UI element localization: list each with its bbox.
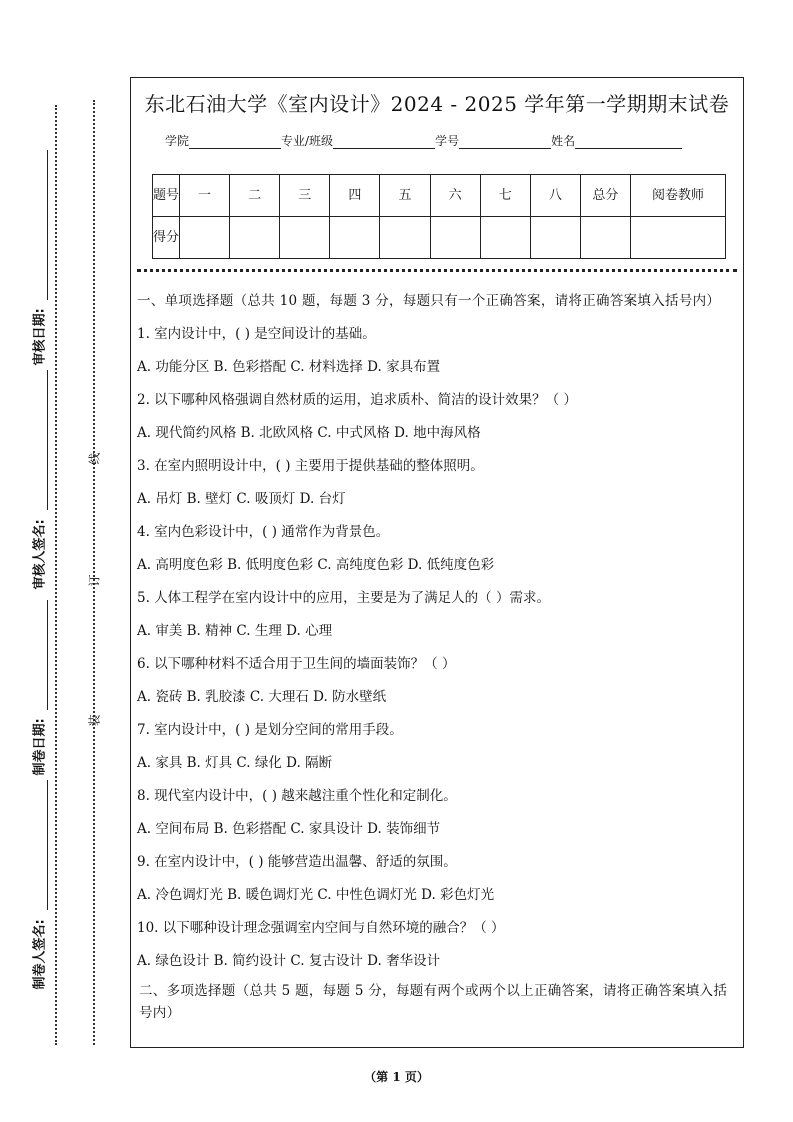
margin-line-4 (47, 780, 48, 910)
student-id-blank[interactable] (459, 134, 551, 149)
question-options: A. 功能分区 B. 色彩搭配 C. 材料选择 D. 家具布置 (137, 359, 441, 375)
bind-char-fold: 装 (87, 714, 102, 727)
score-cell[interactable] (480, 217, 530, 259)
score-col-8: 八 (530, 175, 580, 217)
score-cell[interactable] (230, 217, 280, 259)
exam-title: 东北石油大学《室内设计》2024 - 2025 学年第一学期期末试卷 (144, 92, 730, 116)
question-options: A. 现代简约风格 B. 北欧风格 C. 中式风格 D. 地中海风格 (137, 425, 481, 441)
score-col-2: 二 (230, 175, 280, 217)
prepared-date-label: 制卷日期: (32, 718, 48, 776)
binding-dotted-line (93, 100, 95, 1045)
student-id-label: 学号 (435, 134, 460, 148)
question: 5. 人体工程学在室内设计中的应用，主要是为了满足人的（ ）需求。 (137, 590, 550, 606)
question: 10. 以下哪种设计理念强调室内空间与自然环境的融合？（ ） (137, 920, 505, 936)
score-col-7: 七 (480, 175, 530, 217)
dotted-separator (137, 269, 737, 272)
student-info-row (165, 132, 682, 149)
major-class-blank[interactable] (333, 134, 435, 149)
name-label: 姓名 (551, 134, 576, 148)
score-cell[interactable] (430, 217, 480, 259)
question: 6. 以下哪种材料不适合用于卫生间的墙面装饰？（ ） (137, 656, 456, 672)
exam-frame (130, 77, 744, 1048)
question-options: A. 瓷砖 B. 乳胶漆 C. 大理石 D. 防水壁纸 (137, 689, 387, 705)
question-options: A. 冷色调灯光 B. 暖色调灯光 C. 中性色调灯光 D. 彩色灯光 (137, 887, 495, 903)
college-blank[interactable] (189, 134, 281, 149)
score-table (152, 174, 726, 259)
margin-dotted-line-1 (55, 105, 57, 1045)
score-cell[interactable] (580, 217, 630, 259)
score-col-1: 一 (180, 175, 230, 217)
question-options: A. 吊灯 B. 壁灯 C. 吸顶灯 D. 台灯 (137, 491, 346, 507)
bind-char-staple: 订 (87, 574, 102, 587)
score-col-5: 五 (380, 175, 430, 217)
score-col-6: 六 (430, 175, 480, 217)
question-number-header: 题号 (153, 175, 180, 217)
score-table-header-row (153, 175, 726, 217)
score-table-score-row (153, 217, 726, 259)
margin-line-2 (47, 370, 48, 510)
score-col-3: 三 (280, 175, 330, 217)
reviewer-signature-label: 审核人签名: (32, 519, 48, 590)
score-cell[interactable] (380, 217, 430, 259)
score-cell[interactable] (530, 217, 580, 259)
question: 2. 以下哪种风格强调自然材质的运用，追求质朴、简洁的设计效果？（ ） (137, 392, 577, 408)
section-2-heading: 二、多项选择题（总共 5 题，每题 5 分，每题有两个或两个以上正确答案，请将正确答案填入括号内） (139, 983, 728, 1021)
reviewer-cell[interactable] (631, 217, 726, 259)
question: 8. 现代室内设计中，( ) 越来越注重个性化和定制化。 (137, 788, 457, 804)
score-cell[interactable] (280, 217, 330, 259)
college-label: 学院 (165, 134, 190, 148)
question-options: A. 家具 B. 灯具 C. 绿化 D. 隔断 (137, 755, 333, 771)
question: 1. 室内设计中，( ) 是空间设计的基础。 (137, 326, 376, 342)
score-cell[interactable] (180, 217, 230, 259)
reviewed-date-label: 审核日期: (32, 308, 48, 366)
score-cell[interactable] (330, 217, 380, 259)
question: 4. 室内色彩设计中，( ) 通常作为背景色。 (137, 524, 390, 540)
question-options: A. 空间布局 B. 色彩搭配 C. 家具设计 D. 装饰细节 (137, 821, 441, 837)
score-col-4: 四 (330, 175, 380, 217)
major-class-label: 专业/班级 (281, 134, 334, 148)
reviewer-header: 阅卷教师 (631, 175, 726, 217)
question: 3. 在室内照明设计中，( ) 主要用于提供基础的整体照明。 (137, 458, 484, 474)
preparer-signature-label: 制卷人签名: (32, 919, 48, 990)
bind-char-line: 线 (87, 452, 102, 465)
question: 9. 在室内设计中，( ) 能够营造出温馨、舒适的氛围。 (137, 854, 457, 870)
page-footer: （第 1 页） (364, 1070, 429, 1084)
name-blank[interactable] (575, 134, 682, 149)
question: 7. 室内设计中，( ) 是划分空间的常用手段。 (137, 722, 403, 738)
question-options: A. 审美 B. 精神 C. 生理 D. 心理 (137, 623, 333, 639)
margin-line-3 (47, 600, 48, 710)
question-options: A. 高明度色彩 B. 低明度色彩 C. 高纯度色彩 D. 低纯度色彩 (137, 557, 495, 573)
section-1-heading: 一、单项选择题（总共 10 题，每题 3 分，每题只有一个正确答案，请将正确答案填入括号内） (137, 293, 721, 309)
exam-content (137, 290, 739, 1024)
score-row-header: 得分 (153, 217, 180, 259)
margin-line-1 (47, 150, 48, 300)
score-col-total: 总分 (580, 175, 630, 217)
question-options: A. 绿色设计 B. 简约设计 C. 复古设计 D. 奢华设计 (137, 953, 441, 969)
